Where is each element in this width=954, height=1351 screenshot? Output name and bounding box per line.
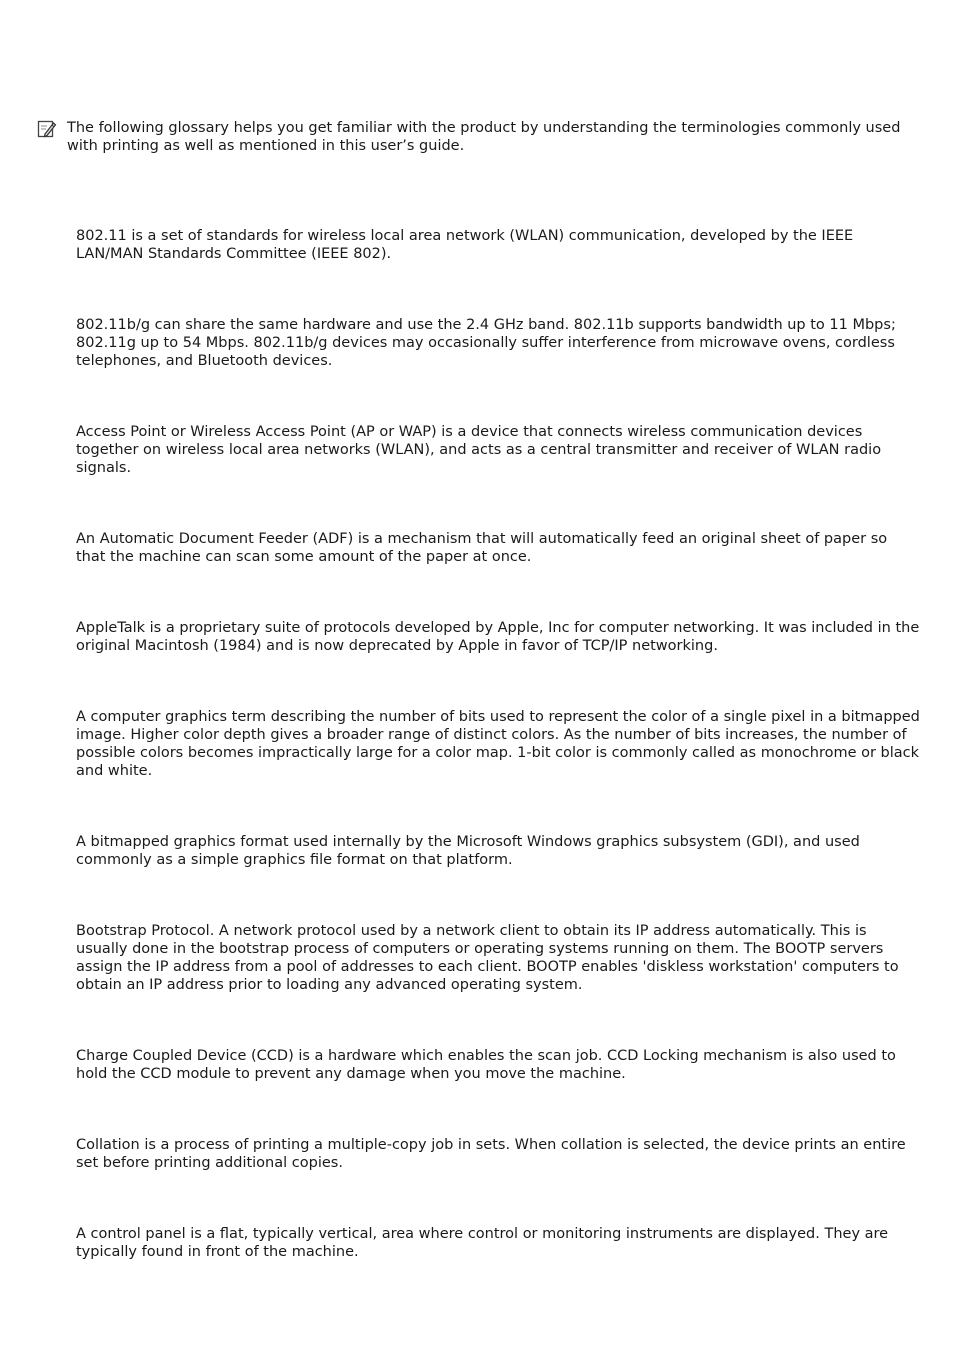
note-pencil-icon [37, 119, 57, 139]
glossary-entry-802-11bg: 802.11b/g can share the same hardware and use the 2.4 GHz band. 802.11b supports bandwidth up to 11 Mbps; 802.11g up to 54 Mbps. 802.11b/g devices may occasionally suffer interference from microwave ovens, cordless telephones, and Bluetooth devices. [76, 317, 896, 369]
glossary-entry-bmp: A bitmapped graphics format used internally by the Microsoft Windows graphics subsystem (GDI), and used commonly as a simple graphics file format on that platform. [76, 834, 860, 868]
glossary-entry-collation: Collation is a process of printing a multiple-copy job in sets. When collation is selected, the device prints an entire set before printing additional copies. [76, 1137, 906, 1171]
glossary-entry-ccd: Charge Coupled Device (CCD) is a hardware which enables the scan job. CCD Locking mechanism is also used to hold the CCD module to prevent any damage when you move the machine. [76, 1048, 896, 1082]
glossary-entry-802-11: 802.11 is a set of standards for wireless local area network (WLAN) communication, developed by the IEEE LAN/MAN Standards Committee (IEEE 802). [76, 228, 854, 262]
glossary-entry-appletalk: AppleTalk is a proprietary suite of protocols developed by Apple, Inc for computer networking. It was included in the original Macintosh (1984) and is now deprecated by Apple in favor of TCP/IP networking. [76, 620, 920, 654]
glossary-entry-bit-depth: A computer graphics term describing the number of bits used to represent the color of a single pixel in a bitmapped image. Higher color depth gives a broader range of distinct colors. As the number of bits increases, the number of possible colors becomes impractically large for a color map. 1-bit color is commonly called as monochrome or black and white. [76, 709, 920, 779]
note-text: The following glossary helps you get familiar with the product by understanding the terminologies commonly used with printing as well as mentioned in this user’s guide. [67, 120, 901, 154]
glossary-entry-control-panel: A control panel is a flat, typically vertical, area where control or monitoring instruments are displayed. They are typically found in front of the machine. [76, 1226, 889, 1260]
glossary-intro-note [37, 119, 917, 170]
glossary-entry-access-point: Access Point or Wireless Access Point (AP or WAP) is a device that connects wireless communication devices together on wireless local area networks (WLAN), and acts as a central transmitter and receiver of WLAN radio signals. [76, 424, 882, 476]
glossary-entry-adf: An Automatic Document Feeder (ADF) is a mechanism that will automatically feed an original sheet of paper so that the machine can scan some amount of the paper at once. [76, 531, 888, 565]
glossary-entry-bootp: Bootstrap Protocol. A network protocol used by a network client to obtain its IP address automatically. This is usually done in the bootstrap process of computers or operating systems running on them. The BOOTP servers assign the IP address from a pool of addresses to each client. BOOTP enables 'diskless workstation' computers to obtain an IP address prior to loading any advanced operating system. [76, 923, 899, 993]
